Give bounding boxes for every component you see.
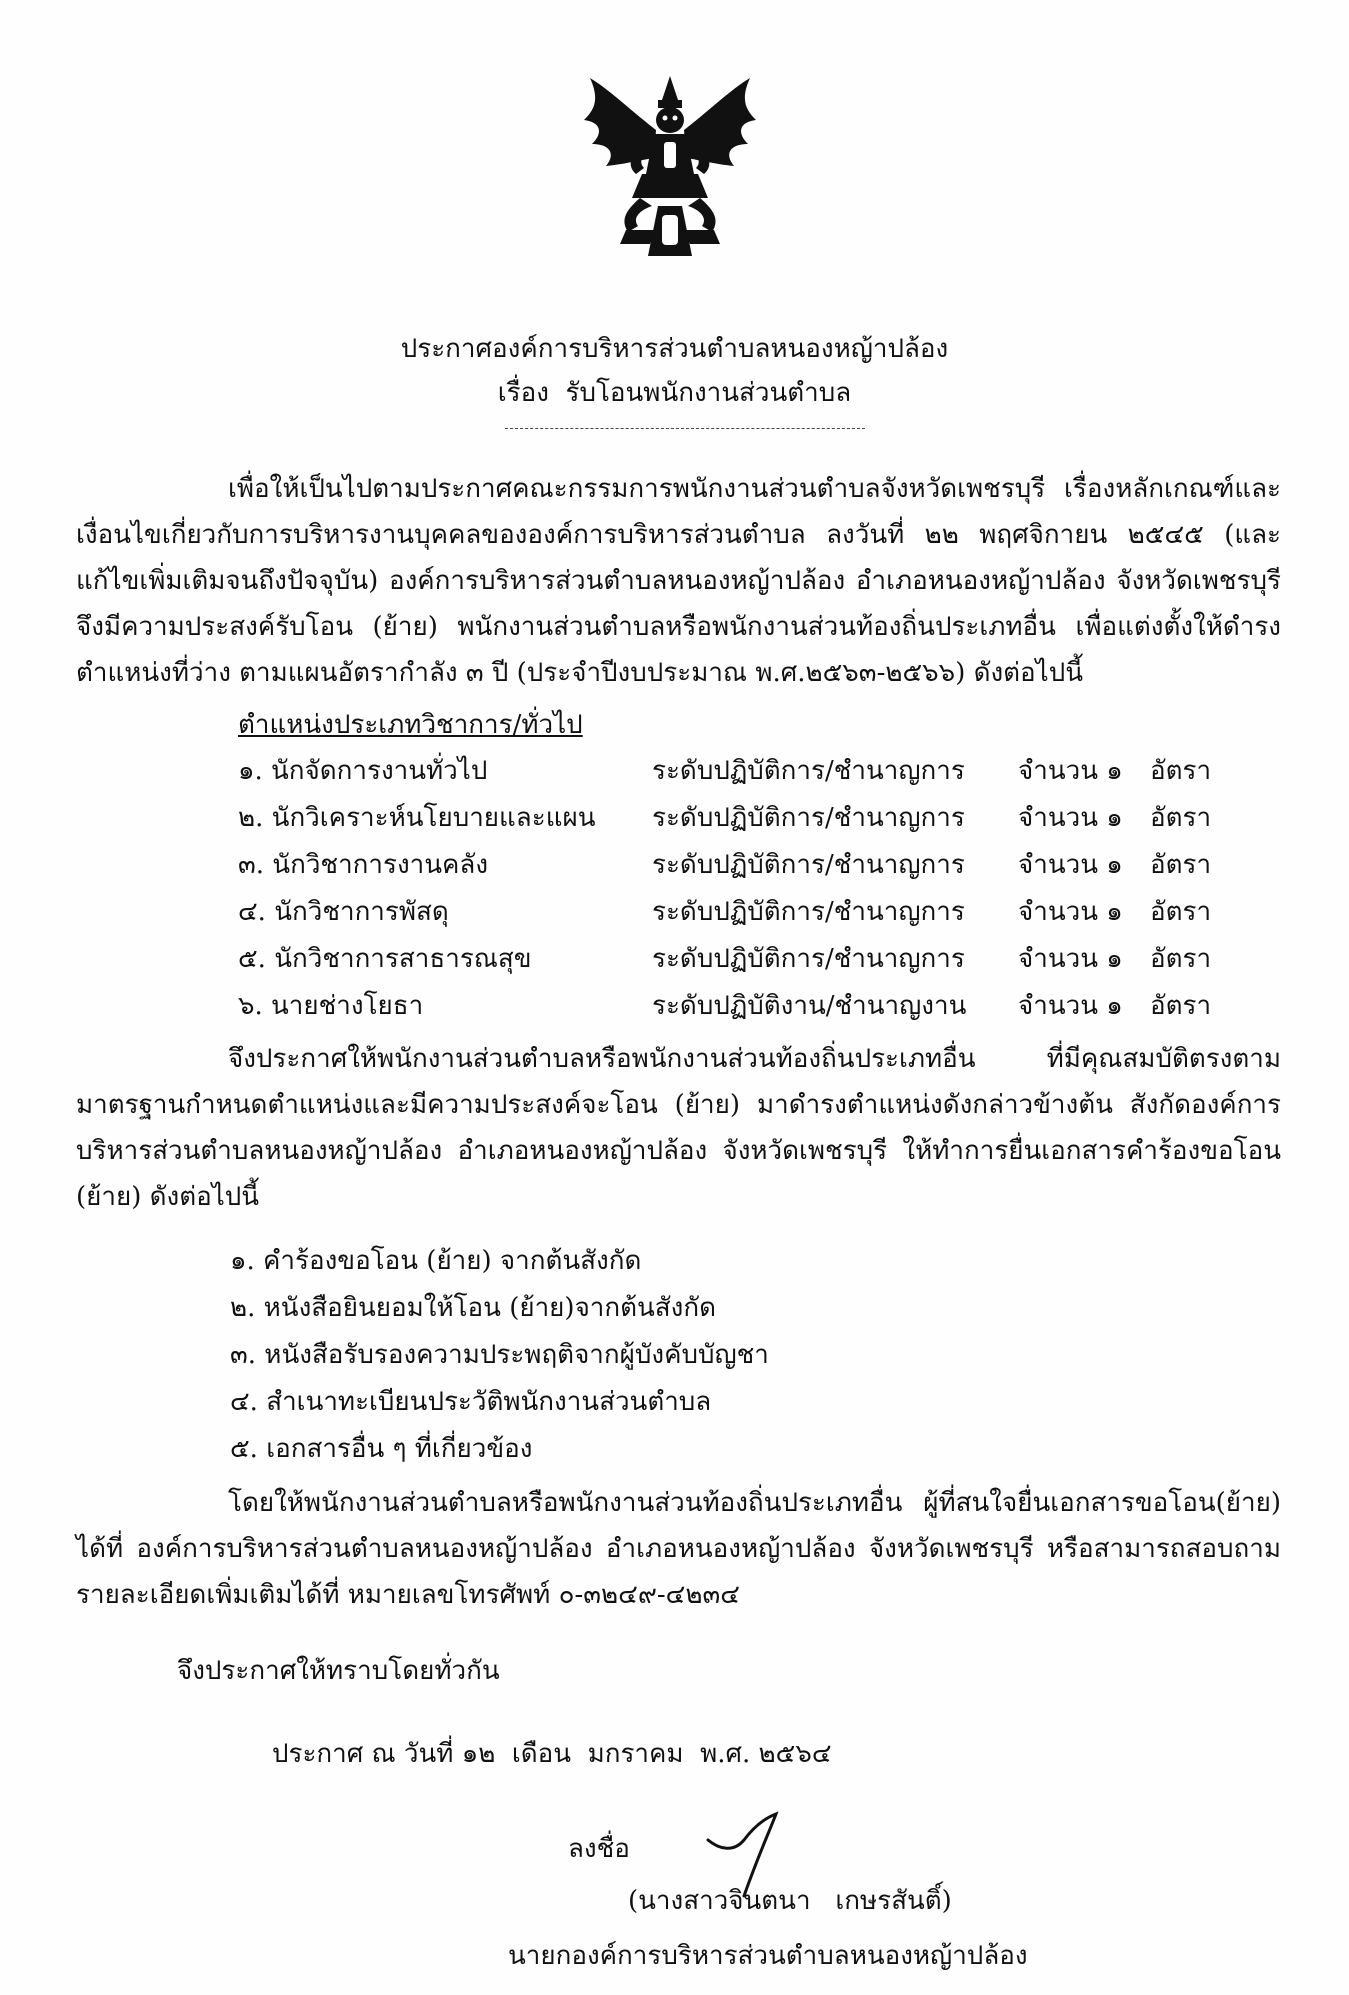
title-divider: [505, 428, 865, 429]
position-row: [238, 938, 1238, 984]
position-unit: อัตรา: [1150, 991, 1212, 1021]
position-count: จำนวน ๑: [1018, 991, 1123, 1021]
position-level: ระดับปฏิบัติการ/ชำนาญการ: [652, 944, 965, 974]
closing-statement: จึงประกาศให้ทราบโดยทั่วกัน: [177, 1656, 500, 1686]
position-level: ระดับปฏิบัติการ/ชำนาญการ: [652, 850, 965, 880]
qualification-paragraph: จึงประกาศให้พนักงานส่วนตำบลหรือพนักงานส่วนท้องถิ่นประเภทอื่น ที่มีคุณสมบัติตรงตามมาตรฐานกำหนดตำแหน่งและมีความประสงค์จะโอน (ย้าย) มาดำรงตำแหน่งดังกล่าวข้างต้น สังกัดองค์การบริหารส่วนตำบลหนองหญ้าปล้อง อำเภอหนองหญ้าปล้อง จังหวัดเพชรบุรี ให้ทำการยื่นเอกสารคำร้องขอโอน (ย้าย) ดังต่อไปนี้: [76, 1044, 1290, 1212]
position-row: [238, 797, 1238, 843]
position-row: [238, 985, 1238, 1031]
intro-paragraph: เพื่อให้เป็นไปตามประกาศคณะกรรมการพนักงานส่วนตำบลจังหวัดเพชรบุรี เรื่องหลักเกณฑ์และเงื่อนไขเกี่ยวกับการบริหารงานบุคคลขององค์การบริหารส่วนตำบล ลงวันที่ ๒๒ พฤศจิกายน ๒๕๔๕ (และแก้ไขเพิ่มเติมจนถึงปัจจุบัน) องค์การบริหารส่วนตำบลหนองหญ้าปล้อง อำเภอหนองหญ้าปล้อง จังหวัดเพชรบุรี จึงมีความประสงค์รับโอน (ย้าย) พนักงานส่วนตำบลหรือพนักงานส่วนท้องถิ่นประเภทอื่น เพื่อแต่งตั้งให้ดำรงตำแหน่งที่ว่าง ตามแผนอัตรากำลัง ๓ ปี (ประจำปีงบประมาณ พ.ศ.๒๕๖๓-๒๕๖๖) ดังต่อไปนี้: [76, 474, 1290, 688]
position-level: ระดับปฏิบัติการ/ชำนาญการ: [652, 803, 965, 833]
position-name: ๒. นักวิเคราะห์นโยบายและแผน: [238, 803, 596, 833]
document-item: ๔. สำเนาทะเบียนประวัติพนักงานส่วนตำบล: [230, 1387, 712, 1417]
position-name: ๔. นักวิชาการพัสดุ: [238, 897, 449, 927]
document-item: ๑. คำร้องขอโอน (ย้าย) จากต้นสังกัด: [230, 1246, 642, 1276]
signatory-name: (นางสาวจินตนา เกษรสันติ์): [628, 1886, 952, 1916]
position-level: ระดับปฏิบัติงาน/ชำนาญงาน: [652, 991, 967, 1021]
document-item: ๒. หนังสือยินยอมให้โอน (ย้าย)จากต้นสังกัด: [230, 1293, 716, 1323]
position-row: [238, 750, 1238, 796]
submission-paragraph: โดยให้พนักงานส่วนตำบลหรือพนักงานส่วนท้องถิ่นประเภทอื่น ผู้ที่สนใจยื่นเอกสารขอโอน(ย้าย) ได้ที่ องค์การบริหารส่วนตำบลหนองหญ้าปล้อง อำเภอหนองหญ้าปล้อง จังหวัดเพชรบุรี หรือสามารถสอบถามรายละเอียดเพิ่มเติมได้ที่ หมายเลขโทรศัพท์ ๐-๓๒๔๙-๔๒๓๔: [76, 1488, 1290, 1610]
position-unit: อัตรา: [1150, 850, 1212, 880]
position-name: ๖. นายช่างโยธา: [238, 991, 424, 1021]
garuda-emblem-icon: [570, 70, 770, 270]
position-count: จำนวน ๑: [1018, 850, 1123, 880]
positions-heading: ตำแหน่งประเภทวิชาการ/ทั่วไป: [238, 710, 583, 740]
position-unit: อัตรา: [1150, 756, 1212, 786]
position-unit: อัตรา: [1150, 944, 1212, 974]
position-level: ระดับปฏิบัติการ/ชำนาญการ: [652, 897, 965, 927]
position-unit: อัตรา: [1150, 803, 1212, 833]
signature-label: ลงชื่อ: [568, 1834, 630, 1864]
position-count: จำนวน ๑: [1018, 756, 1123, 786]
position-name: ๑. นักจัดการงานทั่วไป: [238, 756, 488, 786]
announcement-title: ประกาศองค์การบริหารส่วนตำบลหนองหญ้าปล้อง: [400, 334, 949, 364]
position-count: จำนวน ๑: [1018, 803, 1123, 833]
position-name: ๓. นักวิชาการงานคลัง: [238, 850, 489, 880]
document-item: ๓. หนังสือรับรองความประพฤติจากผู้บังคับบัญชา: [230, 1340, 769, 1370]
position-level: ระดับปฏิบัติการ/ชำนาญการ: [652, 756, 965, 786]
position-row: [238, 891, 1238, 937]
document-item: ๕. เอกสารอื่น ๆ ที่เกี่ยวข้อง: [230, 1434, 533, 1464]
announcement-date: ประกาศ ณ วันที่ ๑๒ เดือน มกราคม พ.ศ. ๒๕๖๔: [272, 1739, 832, 1769]
position-count: จำนวน ๑: [1018, 897, 1123, 927]
signatory-title: นายกองค์การบริหารส่วนตำบลหนองหญ้าปล้อง: [508, 1941, 1028, 1971]
position-count: จำนวน ๑: [1018, 944, 1123, 974]
announcement-subject: เรื่อง รับโอนพนักงานส่วนตำบล: [497, 378, 852, 408]
position-unit: อัตรา: [1150, 897, 1212, 927]
position-row: [238, 844, 1238, 890]
position-name: ๕. นักวิชาการสาธารณสุข: [238, 944, 532, 974]
